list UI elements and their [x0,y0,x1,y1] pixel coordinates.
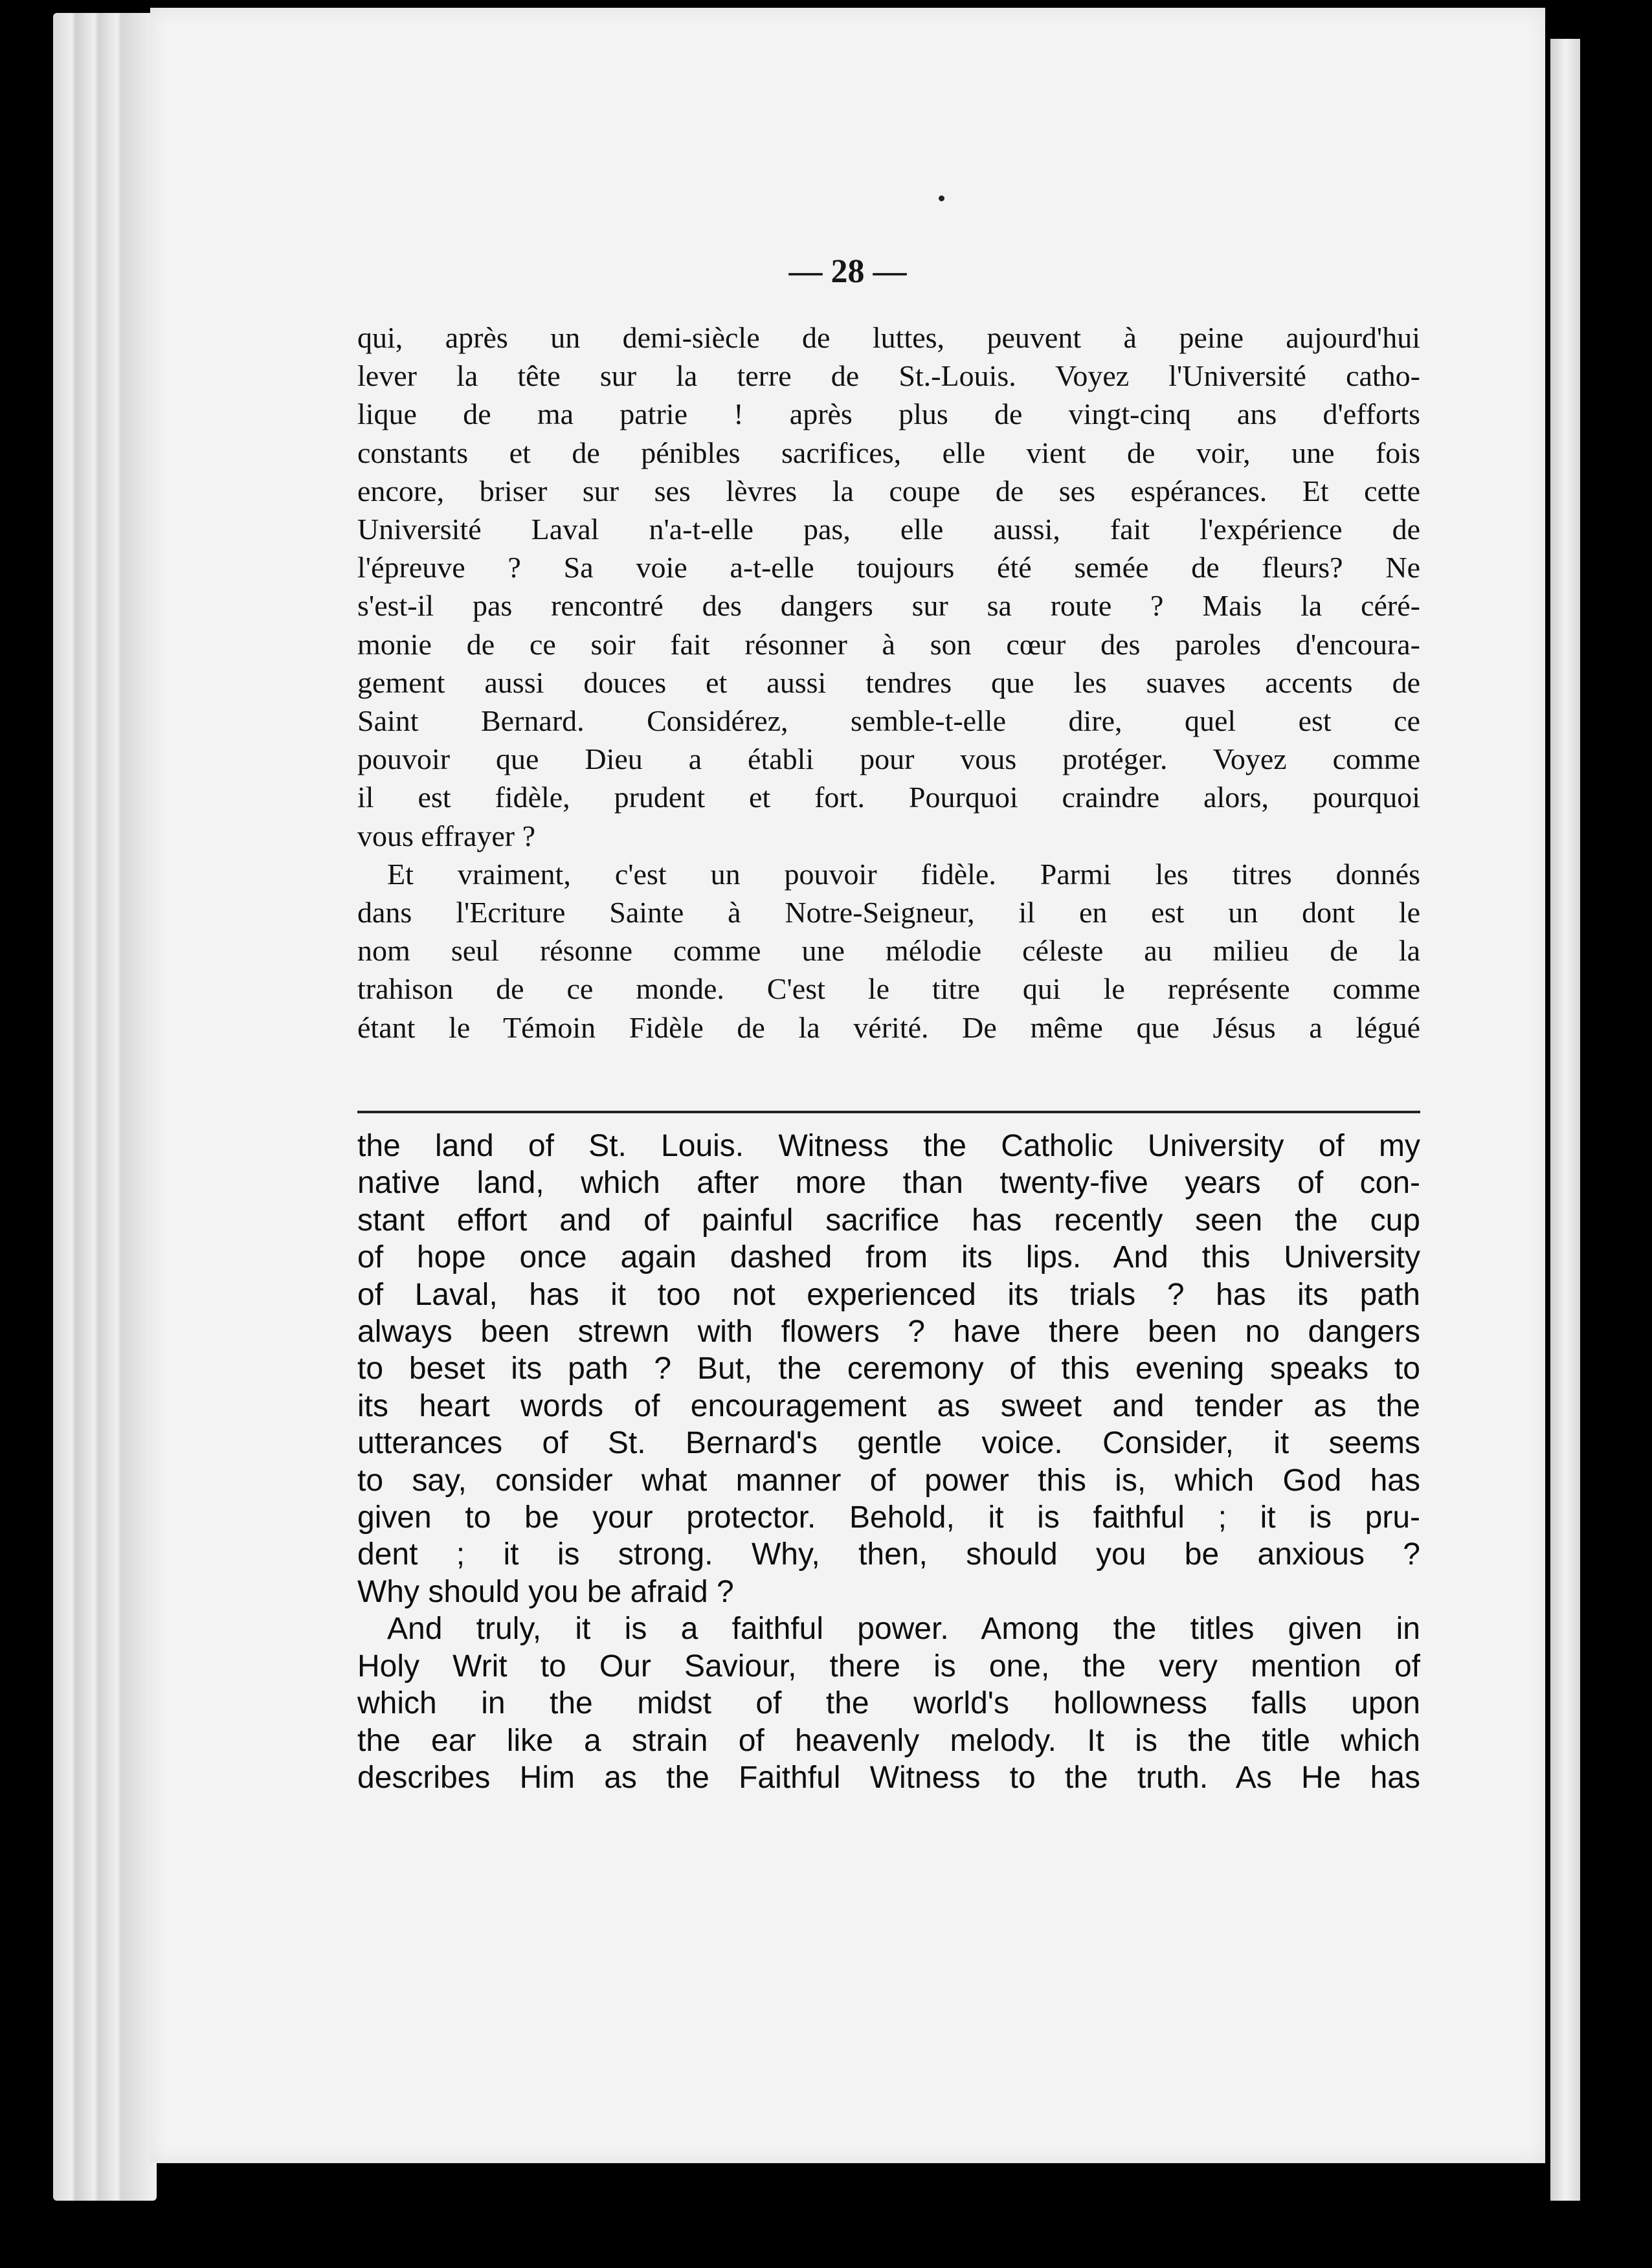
text-line: Holy Writ to Our Saviour, there is one, the very mention of [357,1649,1420,1684]
text-line: to beset its path ? But, the ceremony of this evening speaks to [357,1351,1420,1386]
text-line: Et vraiment, c'est un pouvoir fidèle. Parmi les titres donnés [387,857,1420,891]
text-line: the ear like a strain of heavenly melody. It is the title which [357,1723,1420,1758]
text-line: il est fidèle, prudent et fort. Pourquoi craindre alors, pourquoi [357,781,1420,814]
text-line: its heart words of encouragement as sweet and tender as the [357,1388,1420,1423]
text-line: vous effrayer ? [357,819,536,852]
text-line: given to be your protector. Behold, it is faithful ; it is pru- [357,1500,1420,1535]
english-text-block [357,1128,1420,1796]
ink-speck [939,195,944,201]
text-line: s'est-il pas rencontré des dangers sur sa route ? Mais la céré- [357,589,1420,623]
french-text-block [357,318,1420,1047]
text-line: gement aussi douces et aussi tendres que les suaves accents de [357,665,1420,699]
text-line: always been strewn with flowers ? have there been no dangers [357,1315,1420,1350]
text-line: of Laval, has it too not experienced its trials ? has its path [357,1277,1420,1312]
binding-edge [1550,39,1580,2201]
text-line: lever la tête sur la terre de St.-Louis. Voyez l'Université catho- [357,359,1420,393]
text-line: which in the midst of the world's hollowness falls upon [357,1686,1420,1721]
text-line: Why should you be afraid ? [357,1574,734,1609]
text-line: And truly, it is a faithful power. Among the titles given in [387,1612,1420,1647]
text-line: encore, briser sur ses lèvres la coupe de ses espérances. Et cette [357,474,1420,507]
text-line: qui, après un demi-siècle de luttes, peuvent à peine aujourd'hui [357,321,1420,354]
text-line: trahison de ce monde. C'est le titre qui le représente comme [357,972,1420,1006]
text-line: dans l'Ecriture Sainte à Notre-Seigneur, il en est un dont le [357,896,1420,929]
text-line: the land of St. Louis. Witness the Catholic University of my [357,1129,1420,1163]
text-line: lique de ma patrie ! après plus de vingt-cinq ans d'efforts [357,397,1420,431]
text-line: dent ; it is strong. Why, then, should you be anxious ? [357,1537,1420,1572]
text-line: nom seul résonne comme une mélodie céleste au milieu de la [357,934,1420,968]
text-line: pouvoir que Dieu a établi pour vous protéger. Voyez comme [357,742,1420,776]
text-line: native land, which after more than twenty-five years of con- [357,1166,1420,1201]
text-line: constants et de pénibles sacrifices, elle vient de voir, une fois [357,436,1420,469]
text-line: to say, consider what manner of power this is, which God has [357,1463,1420,1498]
stacked-page-edges [53,13,157,2201]
text-line: Université Laval n'a-t-elle pas, elle aussi, fait l'expérience de [357,513,1420,546]
section-divider [357,1111,1420,1113]
page-number: — 28 — [788,253,907,290]
text-line: l'épreuve ? Sa voie a-t-elle toujours été semée de fleurs? Ne [357,551,1420,584]
text-line: describes Him as the Faithful Witness to the truth. As He has [357,1760,1420,1795]
text-line: étant le Témoin Fidèle de la vérité. De même que Jésus a légué [357,1010,1420,1044]
text-line: monie de ce soir fait résonner à son cœur des paroles d'encoura- [357,627,1420,661]
text-line: of hope once again dashed from its lips. And this University [357,1240,1420,1275]
text-line: Saint Bernard. Considérez, semble-t-elle dire, quel est ce [357,704,1420,738]
text-line: utterances of St. Bernard's gentle voice. Consider, it seems [357,1426,1420,1461]
text-line: stant effort and of painful sacrifice has recently seen the cup [357,1203,1420,1238]
